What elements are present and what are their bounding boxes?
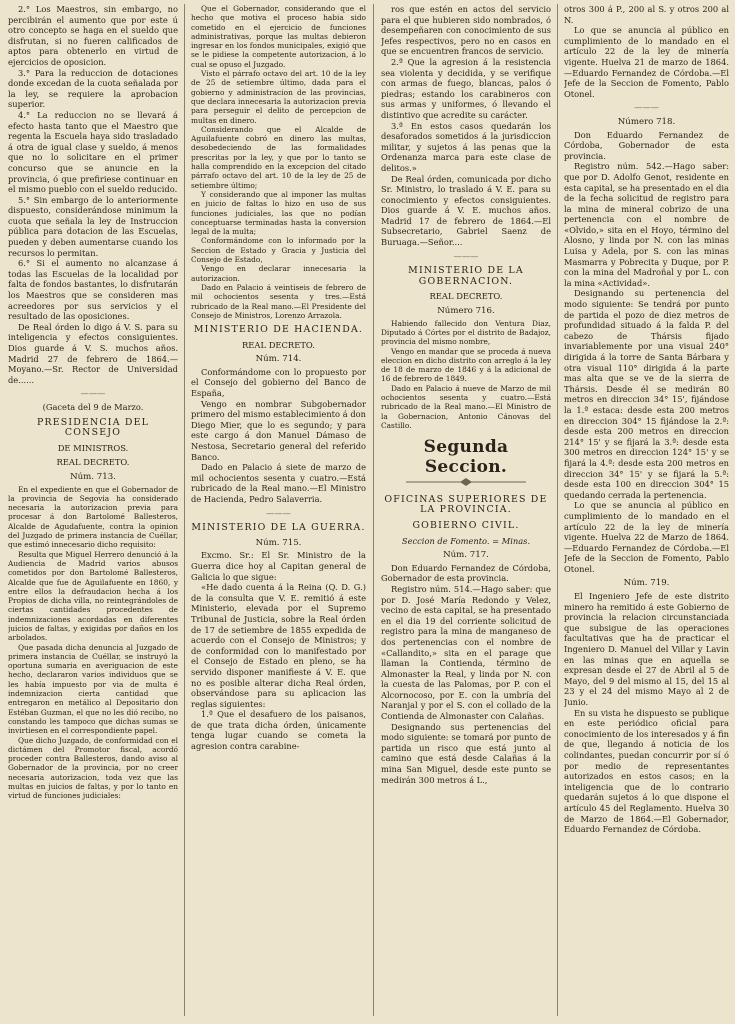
item-number: Núm. 714.	[255, 354, 302, 365]
paragraph: Vengo en declarar innecesaria la autorizacion.	[191, 264, 366, 283]
paragraph: En el expediente en que el Gobernador de la provincia de Segovia ha considerado necesaria la autorizacion previa para procesar á don Bartolomé Ballesteros, Alcalde de Agudafuente, contra la opinion del Juzgado de primera instancia de Cuéllar, que estimó innecesario dicho requisito:	[8, 484, 178, 550]
paragraph: ros que estén en actos del servicio para el que hubieren sido nombrados, ó desempeñaren con conocimiento de sus Jefes respectivos, pero no en casos en que se encuentren francos de servicio.	[381, 4, 551, 57]
section-title: Segunda Seccion.	[423, 437, 509, 478]
paragraph: Visto el párrafo octavo del art. 10 de la ley de 25 de setiembre último, dada para el gobierno y administracion de las provincias, que declara innecesaria la autorizacion previa para perseguir el delito de percepcion de multas en dinero.	[191, 69, 366, 125]
paragraph: Registro núm. 542.—Hago saber: que por D. Adolfo Genot, residente en esta capital, se ha presentado en el dia de la fecha solicitud de registro para la mina de mineral cobrizo de una pertenencia con el nombre de «Olvido,» sita en el Hoyo, término del Alosno, y linda por N. con las minas Luisa y Adela, por S. con las minas Masmarra y Pobrecita y Duque, por P. con la mina del Madroñal y por L. con la mina «Actividad».	[564, 161, 729, 288]
item-number: Número 716.	[437, 306, 495, 317]
paragraph: En su vista he dispuesto se publique en este periódico oficial para conocimiento de los interesados y á fin de que, llegando á noticia de los colindantes, puedan concurrir por sí ó por medio de representantes autorizados en estos casos; en la inteligencia que de lo contrario quedarán sujetos á lo que dispone el artículo 45 del Reglamento. Huelva 30 de Marzo de 1864.—El Gobernador, Eduardo Fernandez de Córdoba.	[564, 707, 729, 835]
paragraph: 1.ª Que el desafuero de los paisanos, de que trata dicha órden, únicamente tenga lugar cuando se cometa la agresion contra carabine-	[191, 709, 366, 752]
separator: ———	[453, 250, 479, 261]
paragraph: Dado en Palacio á veintiseis de febrero de mil ochocientos sesenta y tres.—Está rubricado de la Real mano.—El Presidente del Consejo de Ministros, Lorenzo Arrazola.	[191, 282, 366, 320]
paragraph: 2.ª Que la agresion á la resistencia sea violenta y decidida, y se verifique con armas de fuego, blancas, palos ó piedras; estando los carabineros con sus armas y uniformes, ó llevando el distintivo que acredite su carácter.	[381, 56, 551, 120]
paragraph: Designando su pertenencia del modo siguiente: Se tendrá por punto de partida el pozo de diez metros de profundidad situado á la falda P. del cabezo de Thársis fijado invariablemente por una visual 240° dirigida á la torre de Santa Bárbara y otra visual 110° dirigida á la parte mas alta que se ve de la sierra de Thársis. Desde él se medirán 80 metros en direccion 34° 15', fijándose la 1.ª estaca: desde esta 200 metros en direccion 304° 15 fijándose la 2.ª: desde esta 200 metros en direccion 214° 15' y se fijará la 3.ª: desde esta 300 metros en direccion 124° 15' y se fijará la 4.ª: desde esta 200 metros en direccion 34° 15' y se fijará la 5.ª: desde esta 100 en direccion 304° 15 quedando cerrada la pertenencia.	[564, 288, 729, 500]
item-number: Núm. 713.	[70, 471, 116, 482]
column-rule	[557, 4, 558, 1016]
subsection-heading: Seccion de Fomento. = Minas.	[401, 535, 531, 546]
column-2	[191, 4, 366, 1020]
paragraph: 3.ª En estos casos quedarán los desaforados sometidos á la jurisdiccion militar, y sujetos á las penas que la Ordenanza marca para este clase de delitos.»	[381, 120, 551, 173]
paragraph: Que pasada dicha denuncia al Juzgado de primera instancia de Cuéllar, se instruyó la oportuna sumaria en averiguacion de este hecho, declararon varios individuos que se les había impuesto por via de multa é indemnizacion cierta cantidad que entregaron en metálico al Depositario don Estéban Guzman, el que no les dió recibo, no constando les tampoco que dichas sumas se invirtiesen en el correspondiente papel.	[8, 642, 178, 736]
paragraph: Registro núm. 514.—Hago saber: que por D. José María Redondo y Velez, vecino de esta capital, se ha presentado en el dia 19 del corriente solicitud de registro para la mina de manganeso de dos pertenencias con el nombre de «Callandito,» sita en el parage que llaman la Contienda, término de Almonaster la Real, y linda por N. con la cuesta de las Palomas, por P. con el Alcornocoso, por E. con la umbría del Naranjal y por el S. con el collado de la Contienda de Almonaster con Calañas.	[381, 583, 551, 722]
column-1	[8, 4, 178, 1020]
paragraph: 2.° Los Maestros, sin embargo, no percibirán el aumento que por este ú otro concepto se haga en el sueldo que disfrutan, si no fueren calificados de aptos para obtenerlo en virtud de ejercicios de oposicion.	[8, 4, 178, 67]
paragraph: Considerando que el Alcalde de Aguilafuente cobró en dinero las multas, desobedeciendo de las formalidades prescritas por la ley, y que por lo tanto se halla comprendido en la excepcion del citado párrafo octavo del art. 10 de la ley de 25 de setiembre último;	[191, 124, 366, 190]
item-number: Núm. 717.	[443, 550, 489, 561]
paragraph: 6.° Si el aumento no alcanzase á todas las Escuelas de la localidad por falta de fondos bastantes, lo disfrutarán los Maestros que se consideren mas acreedores por sus servicios y el resultado de las oposiciones.	[8, 258, 178, 322]
paragraph: Habiendo fallecido don Ventura Diaz, Diputado á Córtes por el distrito de Badajoz, provincia del mismo nombre,	[381, 318, 551, 347]
section-heading: PRESIDENCIA DEL CONSEJO	[36, 416, 150, 439]
section-heading: MINISTERIO DE HACIENDA.	[193, 324, 364, 336]
paragraph: Vengo en nombrar Subgobernador primero del mismo establecimiento á don Diego Mier, que lo es segundo; y para este cargo á don Manuel Dámaso de Nestosa, Secretario general del referido Banco.	[191, 398, 366, 462]
item-number: Número 718.	[617, 116, 676, 127]
ornament-divider	[381, 478, 551, 489]
paragraph: Conformándome con lo propuesto por el Consejo del gobierno del Banco de España,	[191, 366, 366, 399]
paragraph: Que el Gobernador, considerando que el hecho que motiva el proceso habia sido cometido en el ejercicio de funciones administrativas, porque las multas debieron ingresar en los fondos municipales, exigió que se le pidiese la competente autorizacion, á lo cual se opuso el Juzgado.	[191, 4, 366, 69]
column-4	[564, 4, 729, 1020]
column-rule	[184, 4, 185, 1016]
section-heading: MINISTERIO DE LA GOBERNACION.	[408, 265, 524, 287]
paragraph: Dado en Palacio á siete de marzo de mil ochocientos sesenta y cuatro.—Está rubricado de la Real mano.—El Ministro de Hacienda, Pedro Salaverria.	[191, 462, 366, 504]
paragraph: «He dado cuenta á la Reina (Q. D. G.) de la consulta que V. E. remitió á este Ministerio, elevada por el Supremo Tribunal de Justicia, sobre la Real órden de 17 de setiembre de 1855 expedida de acuerdo con el Consejo de Ministros; y de conformidad con lo manifestado por el Consejo de Estado en pleno, se ha servido disponer manifieste á V. E. que no es posible alterar dicha Real órden, observándose para su aplicacion las reglas siguientes:	[191, 582, 366, 709]
paragraph: 3.° Para la reduccion de dotaciones donde excedan de la cuota señalada por la ley, se requiere la aprobacion superior.	[8, 67, 178, 110]
paragraph: Y considerando que al imponer las multas en juicio de faltas lo hizo en uso de sus funciones judiciales, las que no podían conceptuarse terminadas hasta la conversion legal de la multa;	[191, 189, 366, 237]
separator: ———	[634, 102, 659, 113]
paragraph: Don Eduardo Fernandez de Córdoba, Gobernador de esta provincia.	[564, 129, 729, 161]
decree-heading: REAL DECRETO.	[429, 291, 503, 302]
paragraph: De Real órden, comunicada por dicho Sr. Ministro, lo traslado á V. E. para su conocimiento y efectos consiguientes. Dios guarde á V. E. muchos años. Madrid 17 de febrero de 1864.—El Subsecretario, Gabriel Saenz de Buruaga.—Señor....	[381, 173, 551, 248]
decree-heading: REAL DECRETO.	[56, 457, 130, 468]
paragraph: 5.° Sin embargo de lo anteriormente dispuesto, considerándose minimum la cuota que señala la ley de Instruccion pública para dotacion de las Escuelas, pueden y deben aumentarse cuando los recursos lo permitan.	[8, 194, 178, 258]
ornament-divider-icon	[406, 478, 526, 486]
paragraph: De Real órden lo digo á V. S. para su inteligencia y efectos consiguientes. Dios guarde á V. S. muchos años. Madrid 27 de febrero de 1864.—Moyano.—Sr. Rector de Universidad de......	[8, 321, 178, 385]
item-number: Núm. 715.	[255, 537, 302, 548]
paragraph: Lo que se anuncia al público en cumplimiento de lo mandado en el artículo 22 de la ley de minería vigente. Huelva 21 de marzo de 1864.—Eduardo Fernandez de Córdoba.—El Jefe de la Seccion de Fomento, Pablo Otonel.	[564, 25, 729, 99]
paragraph: otros 300 á P., 200 al S. y otros 200 al N.	[564, 4, 729, 25]
paragraph: Resulta que Miguel Herrero denunció á la Audiencia de Madrid varios abusos cometidos por don Bartolomé Ballesteros, Alcalde que fue de Aguilafuente en 1860, y entre ellos la defraudacion hecha á los Propios de dicha villa, no reintegrándoles de ciertas cantidades procedentes de indemnizaciones acordadas en diferentes juicios de faltas, y exigidas por daños en los arbolados.	[8, 549, 178, 643]
column-rule	[373, 4, 374, 1016]
section-heading: GOBIERNO CIVIL.	[412, 519, 520, 531]
paragraph: Dado en Palacio á nueve de Marzo de mil ochocientos sesenta y cuatro.—Está rubricado de la Real mano.—El Ministro de la Gobernacion, Antonio Cánovas del Castillo.	[381, 383, 551, 430]
paragraph: Que dicho Juzgado, de conformidad con el dictámen del Promotor fiscal, acordó proceder contra Ballesteros, dando aviso al Gobernador de la provincia, por no creer necesaria autorizacion, toda vez que las multas en juicios de faltas, y por lo tanto en virtud de funciones judiciales:	[8, 735, 178, 801]
paragraph: Vengo en mandar que se proceda á nueva eleccion en dicho distrito con arreglo á la ley de 18 de marzo de 1846 y á la adicional de 16 de febrero de 1849.	[381, 346, 551, 384]
paragraph: Excmo. Sr.: El Sr. Ministro de la Guerra dice hoy al Capitan general de Galicia lo que sigue:	[191, 550, 366, 582]
section-subheading: DE MINISTROS.	[57, 442, 129, 453]
paragraph: Don Eduardo Fernandez de Córdoba, Gobernador de esta provincia.	[381, 562, 551, 584]
section-heading: OFICINAS SUPERIORES DE LA PROVINCIA.	[384, 493, 548, 516]
separator: ———	[80, 388, 106, 399]
paragraph: Designando sus pertenencias del modo siguiente: se tomará por punto de partida un risco que está junto al camino que está desde Calañas á la mina San Miguel, desde este punto se medirán 300 metros á L.,	[381, 721, 551, 785]
paragraph: Conformándome con lo informado por la Seccion de Estado y Gracia y Justicia del Consejo de Estado,	[191, 236, 366, 265]
section-heading: MINISTERIO DE LA GUERRA.	[191, 522, 366, 534]
paragraph: Lo que se anuncia al público en cumplimiento de lo mandado en el artículo 22 de la ley de minería vigente. Huelva 22 de Marzo de 1864.—Eduardo Fernandez de Córdoba.—El Jefe de la Seccion de Fomento, Pablo Otonel.	[564, 500, 729, 574]
column-3	[381, 4, 551, 1020]
item-number: Núm. 719.	[623, 578, 670, 589]
paragraph: El Ingeniero Jefe de este distrito minero ha remitido á este Gobierno de provincia la relacion circunstanciada que subsigue de las operaciones facultativas que ha de practicar el Ingeniero D. Manuel del Villar y Lavin en las minas que en aquella se expresan desde el 27 de Abril al 5 de Mayo, del 9 del mismo al 15, del 15 al 23 y el 24 del mismo Mayo al 2 de Junio.	[564, 591, 729, 707]
separator: ———	[266, 507, 291, 518]
decree-heading: REAL DECRETO.	[242, 339, 315, 350]
gazette-note: (Gaceta del 9 de Marzo.	[42, 401, 144, 412]
paragraph: 4.° La reduccion no se llevará á efecto hasta tanto que el Maestro que regenta la Escuela haya sido trasladado á otra de igual clase y sueldo, á menos que no lo solicitare en el primer concurso que se anuncie en la provincia, ó que prefiriese continuar en el mismo pueblo con el sueldo reducido.	[8, 109, 178, 195]
